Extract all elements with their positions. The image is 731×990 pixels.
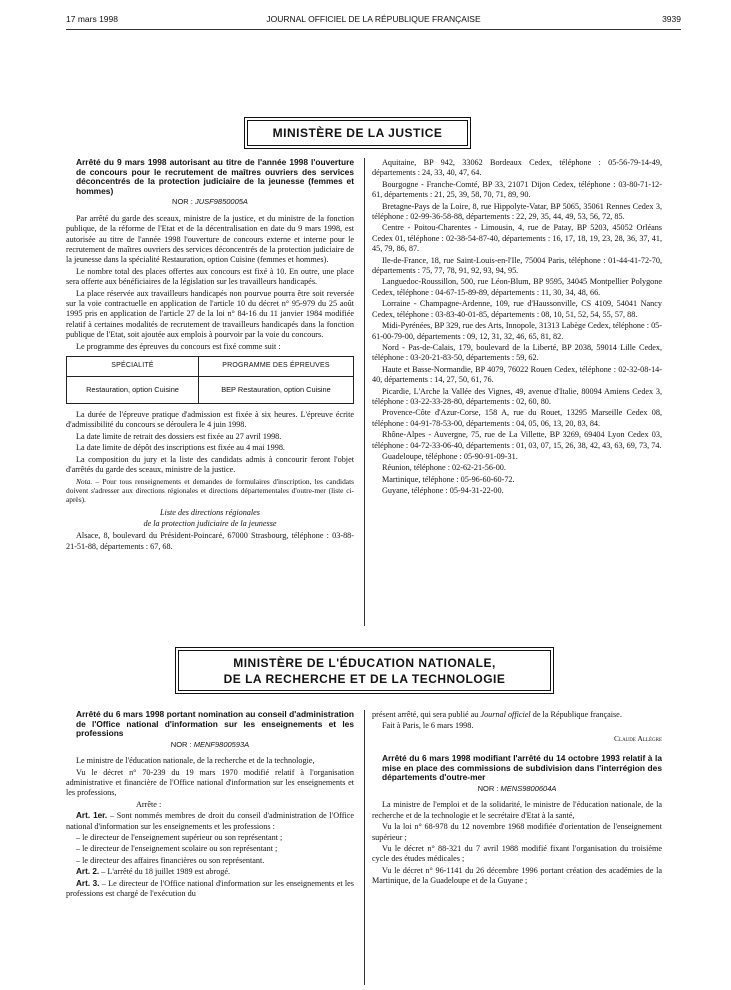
justice-arrete-title: Arrêté du 9 mars 1998 autorisant au titre de l'année 1998 l'ouverture de concours pour le recrutement de maîtres ouvriers des services déconcentrés de la protection judiciaire de la jeunesse (femmes et hommes) [76,158,354,196]
list-title-line2: de la protection judiciaire de la jeunesse [143,518,277,528]
paragraph: La date limite de dépôt des inscriptions est fixée au 4 mai 1998. [76,443,285,453]
header-date: 17 mars 1998 [66,14,118,24]
column-divider [364,710,365,985]
ministry-justice-box [244,117,471,149]
address-entry: Centre - Poitou-Charentes - Limousin, 4, rue de Patay, BP 5203, 45052 Orléans Cedex 01, téléphone : 02-38-54-87-40, départements : 16, 17, 18, 19, 23, 28, 36, 37, 41, 45, 79, 86, 87. [372,223,662,254]
table-cell: BEP Restauration, option Cuisine [198,377,353,404]
table-header: SPÉCIALITÉ [67,357,199,377]
address-entry: Lorraine - Champagne-Ardenne, 109, rue d'Haussonville, CS 4109, 54041 Nancy Cedex, téléphone : 03-83-40-01-85, départements : 08, 10, 51, 52, 54, 55, 57, 88. [372,299,662,319]
paragraph: Vu le décret n° 96-1141 du 26 décembre 1996 portant création des académies de la Martinique, de la Guadeloupe et de la Guyane ; [372,865,662,886]
article-2 [66,867,354,877]
address-entry: Réunion, téléphone : 02-62-21-56-00. [382,463,506,473]
journal-officiel-ref: Journal officiel [480,710,531,719]
nor-code: JUSF9850005A [194,197,248,207]
education-left-column [66,710,354,985]
paragraph: La durée de l'épreuve pratique d'admission est fixée à six heures. L'épreuve écrite d'admissibilité du concours se déroulera le 4 juin 1998. [66,410,354,430]
program-table [66,356,354,404]
address-entry: Alsace, 8, boulevard du Président-Poincaré, 67000 Strasbourg, téléphone : 03-88-21-51-88, départements : 67, 68. [66,531,354,551]
ministry-education-title-line1: MINISTÈRE DE L'ÉDUCATION NATIONALE, [233,655,496,670]
paragraph: La place réservée aux travailleurs handicapés non pourvue pourra être soit reversée sur la voie contractuelle en application de l'article 10 du décret n° 95-979 du 25 août 1995 pris en application de l'article 27 de la loi n° 84-16 du 11 janvier 1984 modifiée relatif à certaines modalités de recrutement de travailleurs handicapés dans la fonction publique de l'Etat, soit ajoutée aux emplois à pourvoir par la voie du concours. [66,288,354,340]
address-entry: Bretagne-Pays de la Loire, 8, rue Hippolyte-Vatar, BP 5065, 35061 Rennes Cedex 3, téléphone : 02-99-36-58-88, départements : 22, 29, 35, 44, 49, 53, 56, 72, 85. [372,201,662,222]
education-arrete2-title: Arrêté du 6 mars 1998 modifiant l'arrêté du 14 octobre 1993 relatif à la mise en place des commissions de subdivision dans l'interrégion des départements d'outre-mer [382,753,662,783]
address-entry: Midi-Pyrénées, BP 329, rue des Arts, Innopole, 31313 Labège Cedex, téléphone : 05-61-00-79-00, départements : 09, 12, 31, 32, 46, 65, 81, 82. [372,321,662,341]
paragraph: La ministre de l'emploi et de la solidarité, le ministre de l'éducation nationale, de la recherche et de la technologie et le secrétaire d'Etat à la santé, [372,800,662,820]
continuation-part1: présent arrêté, qui sera publié au [372,710,481,719]
nor-code: MENS9800604A [500,784,557,793]
justice-right-column [372,158,662,628]
address-entry: Nord - Pas-de-Calais, 179, boulevard de la Liberté, BP 2038, 59014 Lille Cedex, téléphone : 03-20-21-83-50, départements : 59, 62. [372,342,662,363]
list-item: – le directeur de l'enseignement scolaire ou son représentant ; [76,844,278,854]
address-entry: Provence-Côte d'Azur-Corse, 158 A, rue du Rouet, 13295 Marseille Cedex 08, téléphone : 04-91-78-53-00, départements : 04, 05, 06, 13, 20, 83, 84. [372,408,662,428]
education-arrete1-title: Arrêté du 6 mars 1998 portant nomination au conseil d'administration de l'Office national d'information sur les enseignements et les professions [76,710,354,739]
nor-code: MENF9800593A [193,739,250,749]
article-3 [66,879,354,900]
nor-label: NOR : [170,739,192,749]
address-entry: Aquitaine, BP 942, 33062 Bordeaux Cedex, téléphone : 05-56-79-14-49, départements : 24, 33, 40, 47, 64. [372,158,662,178]
paragraph: Le ministre de l'éducation nationale, de la recherche et de la technologie, [76,756,315,766]
article-1-label: Art. 1er. [76,811,108,821]
paragraph: La composition du jury et la liste des candidats admis à concourir feront l'objet d'arrêtés du garde des sceaux, ministre de la justice. [66,454,354,475]
header-rule [66,29,681,30]
article-1-text: – Sont nommés membres de droit du conseil d'administration de l'Office national d'information sur les enseignements et les professions : [66,811,354,831]
ministry-education-title [178,650,551,691]
address-entry: Bourgogne - Franche-Comté, BP 33, 21071 Dijon Cedex, téléphone : 03-80-71-12-61, départements : 21, 25, 39, 58, 70, 71, 89, 90. [372,179,662,200]
education-right-column [372,710,662,985]
continuation-text [372,710,662,720]
paragraph: Par arrêté du garde des sceaux, ministre de la justice, et du ministre de la fonction publique, de la réforme de l'Etat et de la décentralisation en date du 9 mars 1998, est autorisée au titre de l'année 1998 l'ouverture de concours externe et interne pour le recrutement de maîtres ouvriers des services déconcentrés de la protection judiciaire de la jeunesse dans la spécialité Restauration, option Cuisine (femmes et hommes). [66,213,354,265]
paragraph: Vu la loi n° 68-978 du 12 novembre 1968 modifiée d'orientation de l'enseignement supérieur ; [372,822,662,842]
column-divider [364,158,365,626]
table-row [67,377,354,404]
education-arrete1-nor [66,740,354,750]
education-arrete2-nor [372,784,662,794]
list-item: – le directeur de l'enseignement supérieur ou son représentant ; [76,833,283,843]
paragraph: Le nombre total des places offertes aux concours est fixé à 10. En outre, une place sera offerte aux bénéficiaires de la législation sur les travailleurs handicapés. [66,266,354,287]
address-entry: Rhône-Alpes - Auvergne, 75, rue de La Villette, BP 3269, 69404 Lyon Cedex 03, téléphone : 04-72-33-06-40, départements : 01, 03, 07, 15, 26, 38, 42, 43, 63, 69, 73, 74. [372,430,662,450]
header-journal-title: JOURNAL OFFICIEL DE LA RÉPUBLIQUE FRANÇAISE [266,14,481,24]
signature: Claude Allègre [614,733,662,743]
done-at-paris: Fait à Paris, le 6 mars 1998. [382,721,474,731]
justice-left-column [66,158,354,628]
continuation-part2: de la République française. [530,710,622,719]
header-page-number: 3939 [662,14,681,24]
paragraph: Vu le décret n° 88-321 du 7 avril 1988 modifié fixant l'organisation du troisième cycle des études médicales ; [372,844,662,864]
paragraph: Vu le décret n° 70-239 du 19 mars 1970 modifié relatif à l'organisation administrative et financière de l'Office national d'information sur les enseignements et les professions, [66,767,354,798]
article-2-label: Art. 2. [76,867,100,877]
nor-label: NOR : [477,784,499,793]
justice-nor [66,197,354,207]
address-entry: Haute et Basse-Normandie, BP 4079, 76022 Rouen Cedex, téléphone : 02-32-08-14-40, départements : 14, 27, 50, 61, 76. [372,364,662,385]
article-3-label: Art. 3. [76,878,100,888]
article-3-text: – Le directeur de l'Office national d'information sur les enseignements et les professions est chargé de l'exécution du [66,878,354,899]
arrete-keyword: Arrête : [136,799,162,809]
table-header-row [67,357,354,377]
list-title-line1: Liste des directions régionales [160,507,260,517]
address-entry: Guadeloupe, téléphone : 05-90-91-09-31. [382,451,518,461]
nor-label: NOR : [172,197,193,207]
paragraph: La date limite de retrait des dossiers est fixée au 27 avril 1998. [76,431,282,441]
page-header [66,14,681,28]
address-entry: Languedoc-Roussillon, 500, rue Léon-Blum, BP 9595, 34045 Montpellier Polygone Cedex, téléphone : 04-67-15-89-89, départements : 11, 30, 34, 48, 66. [372,277,662,297]
nota-text: – Pour tous renseignements et demandes de formulaires d'inscription, les candidats doivent s'adresser aux directions régionales et directions départementales d'outre-mer (liste ci-après). [66,476,354,504]
list-item: – le directeur des affaires financières ou son représentant. [76,855,265,865]
nota-label: Nota. [76,476,93,486]
table-header: PROGRAMME DES ÉPREUVES [198,357,353,377]
article-2-text: – L'arrêté du 18 juillet 1989 est abrogé. [99,867,231,877]
address-entry: Ile-de-France, 18, rue Saint-Louis-en-l'Ile, 75004 Paris, téléphone : 01-44-41-72-70, départements : 75, 77, 78, 91, 92, 93, 94, 95. [372,255,662,276]
table-cell: Restauration, option Cuisine [67,377,199,404]
article-1 [66,811,354,832]
ministry-education-title-line2: DE LA RECHERCHE ET DE LA TECHNOLOGIE [223,671,506,686]
address-entry: Picardie, L'Arche la Vallée des Vignes, 49, avenue d'Italie, 80094 Amiens Cedex 3, téléphone : 03-22-33-28-80, départements : 02, 60, 80. [372,386,662,406]
nota-note [66,477,354,504]
address-entry: Guyane, téléphone : 05-94-31-22-00. [382,486,504,496]
address-entry: Martinique, téléphone : 05-96-60-60-72. [382,474,515,484]
paragraph: Le programme des épreuves du concours est fixé comme suit : [76,341,281,351]
ministry-education-box [175,647,554,694]
ministry-justice-title: MINISTÈRE DE LA JUSTICE [247,120,468,146]
